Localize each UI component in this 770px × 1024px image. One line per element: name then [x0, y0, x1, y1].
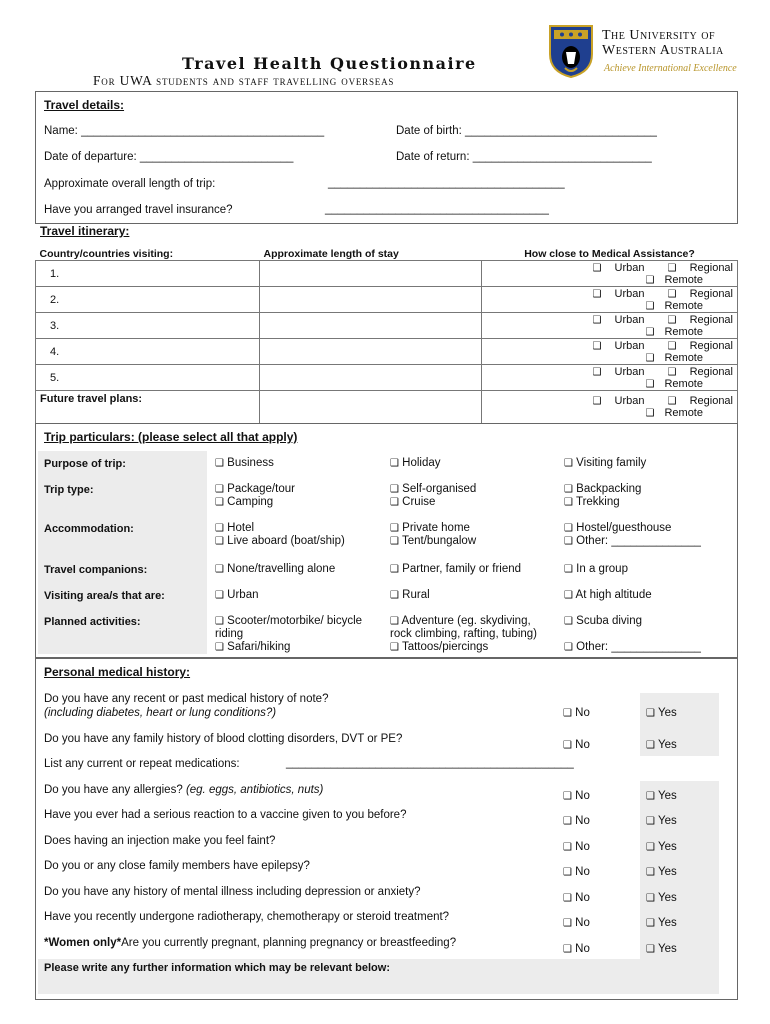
partner-checkbox[interactable]: ❑ Partner, family or friend: [390, 563, 522, 575]
length-cell[interactable]: [260, 313, 482, 339]
page-title: Travel Health Questionnaire: [182, 54, 477, 73]
hotel-checkbox[interactable]: ❑ Hotel: [215, 522, 255, 534]
country-cell[interactable]: 5.: [36, 365, 260, 391]
no-checkbox[interactable]: ❑ No: [563, 790, 590, 802]
further-info-label: Please write any further information which may be relevant below:: [44, 962, 390, 974]
no-checkbox[interactable]: ❑ No: [563, 892, 590, 904]
urban-checkbox[interactable]: ❑ Urban: [592, 365, 645, 378]
medications-label: List any current or repeat medications:: [44, 758, 240, 770]
yes-checkbox[interactable]: ❑ Yes: [646, 815, 677, 827]
regional-checkbox[interactable]: ❑ Regional: [667, 313, 733, 326]
length-cell[interactable]: [260, 261, 482, 287]
remote-checkbox[interactable]: ❑ Remote: [645, 351, 703, 364]
length-cell[interactable]: [260, 339, 482, 365]
accom-other-checkbox[interactable]: ❑ Other: ______________: [564, 535, 701, 547]
tent-bungalow-checkbox[interactable]: ❑ Tent/bungalow: [390, 535, 477, 547]
future-plans-cell[interactable]: Future travel plans:: [36, 391, 260, 424]
departure-field[interactable]: Date of departure: ________________________: [44, 151, 294, 163]
areas-label: Visiting area/s that are:: [44, 590, 165, 602]
yes-checkbox[interactable]: ❑ Yes: [646, 707, 677, 719]
remote-checkbox[interactable]: ❑ Remote: [645, 407, 703, 419]
high-altitude-checkbox[interactable]: ❑ At high altitude: [564, 589, 652, 601]
yes-checkbox[interactable]: ❑ Yes: [646, 892, 677, 904]
urban-checkbox[interactable]: ❑ Urban: [592, 287, 645, 300]
university-tagline: Achieve International Excellence: [604, 63, 737, 74]
urban-checkbox[interactable]: ❑ Urban: [592, 313, 645, 326]
trip-heading: Trip particulars: (please select all that apply): [44, 430, 298, 444]
page-subtitle: For UWA students and staff travelling overseas: [93, 73, 395, 88]
q-mental-illness: Do you have any history of mental illness including depression or anxiety?: [44, 886, 421, 898]
urban-checkbox[interactable]: ❑ Urban: [592, 261, 645, 274]
itinerary-row: [36, 287, 738, 313]
medical-heading: Personal medical history:: [44, 665, 191, 679]
trip-length-label: Approximate overall length of trip:: [44, 178, 216, 190]
regional-checkbox[interactable]: ❑ Regional: [667, 365, 733, 378]
accommodation-label: Accommodation:: [44, 523, 134, 535]
medical-options: [482, 261, 738, 287]
trekking-checkbox[interactable]: ❑ Trekking: [564, 496, 620, 508]
travel-details-heading: Travel details:: [44, 98, 125, 112]
no-checkbox[interactable]: ❑ No: [563, 707, 590, 719]
regional-checkbox[interactable]: ❑ Regional: [667, 339, 733, 352]
itinerary-row: [36, 313, 738, 339]
urban-checkbox[interactable]: ❑ Urban: [592, 339, 645, 352]
hostel-checkbox[interactable]: ❑ Hostel/guesthouse: [564, 522, 672, 534]
name-field[interactable]: Name: ______________________________________: [44, 125, 325, 137]
remote-checkbox[interactable]: ❑ Remote: [645, 299, 703, 312]
length-cell[interactable]: [260, 287, 482, 313]
q-vaccine-reaction: Have you ever had a serious reaction to a vaccine given to you before?: [44, 809, 407, 821]
no-checkbox[interactable]: ❑ No: [563, 815, 590, 827]
yes-checkbox[interactable]: ❑ Yes: [646, 841, 677, 853]
yes-checkbox[interactable]: ❑ Yes: [646, 943, 677, 955]
col-medical: How close to Medical Assistance?: [482, 247, 738, 261]
activities-label: Planned activities:: [44, 616, 141, 628]
q-faint: Does having an injection make you feel faint?: [44, 835, 276, 847]
yes-checkbox[interactable]: ❑ Yes: [646, 917, 677, 929]
remote-checkbox[interactable]: ❑ Remote: [645, 273, 703, 286]
urban-checkbox[interactable]: ❑ Urban: [592, 395, 645, 407]
no-checkbox[interactable]: ❑ No: [563, 739, 590, 751]
q-allergies: Do you have any allergies? (eg. eggs, antibiotics, nuts): [44, 784, 324, 796]
insurance-label: Have you arranged travel insurance?: [44, 204, 233, 216]
purpose-label: Purpose of trip:: [44, 458, 126, 470]
q-clotting: Do you have any family history of blood clotting disorders, DVT or PE?: [44, 733, 403, 745]
area-rural-checkbox[interactable]: ❑ Rural: [390, 589, 430, 601]
group-checkbox[interactable]: ❑ In a group: [564, 563, 628, 575]
camping-checkbox[interactable]: ❑ Camping: [215, 496, 274, 508]
itinerary-row: [36, 339, 738, 365]
medications-field[interactable]: _____________________________________________: [286, 757, 574, 769]
medical-options: [482, 391, 738, 424]
itinerary-row: [36, 261, 738, 287]
cruise-checkbox[interactable]: ❑ Cruise: [390, 496, 436, 508]
university-crest-icon: [548, 24, 594, 78]
scuba-checkbox[interactable]: ❑ Scuba diving: [564, 615, 643, 627]
safari-checkbox[interactable]: ❑ Safari/hiking: [215, 641, 291, 653]
adventure-checkbox[interactable]: ❑ Adventure (eg. skydiving,: [390, 615, 531, 627]
visiting-family-checkbox[interactable]: ❑ Visiting family: [564, 457, 647, 469]
remote-checkbox[interactable]: ❑ Remote: [645, 377, 703, 390]
further-info-field[interactable]: [38, 975, 719, 994]
itinerary-heading: Travel itinerary:: [40, 224, 130, 238]
regional-checkbox[interactable]: ❑ Regional: [667, 287, 733, 300]
medical-options: [482, 287, 738, 313]
live-aboard-checkbox[interactable]: ❑ Live aboard (boat/ship): [215, 535, 345, 547]
q-medical-history-note: (including diabetes, heart or lung conditions?): [44, 707, 277, 719]
alone-checkbox[interactable]: ❑ None/travelling alone: [215, 563, 336, 575]
country-cell[interactable]: 3.: [36, 313, 260, 339]
no-checkbox[interactable]: ❑ No: [563, 841, 590, 853]
length-cell[interactable]: [260, 391, 482, 424]
q-medical-history: Do you have any recent or past medical history of note?: [44, 693, 329, 705]
no-checkbox[interactable]: ❑ No: [563, 917, 590, 929]
scooter-label-cont: riding: [215, 628, 244, 640]
yes-checkbox[interactable]: ❑ Yes: [646, 739, 677, 751]
private-home-checkbox[interactable]: ❑ Private home: [390, 522, 470, 534]
area-urban-checkbox[interactable]: ❑ Urban: [215, 589, 259, 601]
university-name: The University of Western Australia: [602, 28, 724, 58]
insurance-field[interactable]: ___________________________________: [325, 203, 549, 215]
business-checkbox[interactable]: ❑ Business: [215, 457, 274, 469]
tattoos-checkbox[interactable]: ❑ Tattoos/piercings: [390, 641, 489, 653]
q-radiotherapy: Have you recently undergone radiotherapy, chemotherapy or steroid treatment?: [44, 911, 450, 923]
q-epilepsy: Do you or any close family members have epilepsy?: [44, 860, 310, 872]
backpacking-checkbox[interactable]: ❑ Backpacking: [564, 483, 642, 495]
col-length: Approximate length of stay: [260, 247, 482, 261]
length-cell[interactable]: [260, 365, 482, 391]
trip-type-label: Trip type:: [44, 484, 94, 496]
country-cell[interactable]: 2.: [36, 287, 260, 313]
col-country: Country/countries visiting:: [36, 247, 260, 261]
dob-field[interactable]: Date of birth: ______________________________: [396, 125, 657, 137]
yes-checkbox[interactable]: ❑ Yes: [646, 790, 677, 802]
itinerary-row-future: [36, 391, 738, 424]
activity-other-checkbox[interactable]: ❑ Other: ______________: [564, 641, 701, 653]
q-pregnancy: *Women only*Are you currently pregnant, planning pregnancy or breastfeeding?: [44, 937, 457, 949]
country-cell[interactable]: 1.: [36, 261, 260, 287]
medical-options: [482, 339, 738, 365]
companions-label: Travel companions:: [44, 564, 148, 576]
yes-checkbox[interactable]: ❑ Yes: [646, 866, 677, 878]
trip-length-field[interactable]: _____________________________________: [328, 177, 565, 189]
remote-checkbox[interactable]: ❑ Remote: [645, 325, 703, 338]
holiday-checkbox[interactable]: ❑ Holiday: [390, 457, 441, 469]
medical-options: [482, 365, 738, 391]
no-checkbox[interactable]: ❑ No: [563, 943, 590, 955]
scooter-checkbox[interactable]: ❑ Scooter/motorbike/ bicycle: [215, 615, 363, 627]
medical-options: [482, 313, 738, 339]
self-organised-checkbox[interactable]: ❑ Self-organised: [390, 483, 477, 495]
no-checkbox[interactable]: ❑ No: [563, 866, 590, 878]
country-cell[interactable]: 4.: [36, 339, 260, 365]
package-tour-checkbox[interactable]: ❑ Package/tour: [215, 483, 295, 495]
adventure-label-cont: rock climbing, rafting, tubing): [390, 628, 538, 640]
regional-checkbox[interactable]: ❑ Regional: [667, 261, 733, 274]
regional-checkbox[interactable]: ❑ Regional: [667, 395, 733, 407]
itinerary-table: [35, 247, 738, 424]
itinerary-row: [36, 365, 738, 391]
return-field[interactable]: Date of return: ____________________________: [396, 151, 652, 163]
